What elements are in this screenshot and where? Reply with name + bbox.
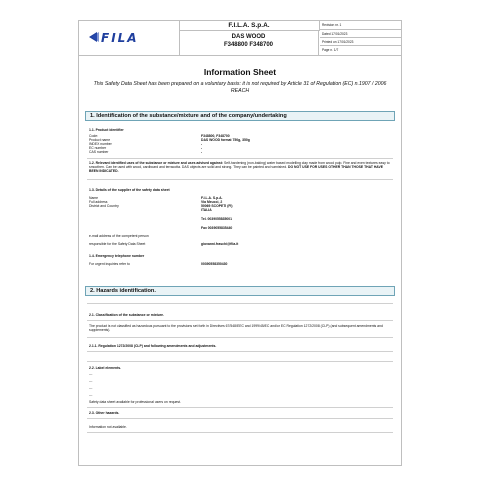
supplier-fax: Fax 0039055835440 [201, 226, 233, 230]
divider [87, 432, 393, 433]
s11-label-0: Code: [89, 134, 99, 138]
s13-value-2: 50069 SCOPETI (FI) [201, 204, 233, 208]
s13-value-1: Via Meucci, 2 [201, 200, 223, 204]
s21-heading: 2.1. Classification of the substance or mixture. [89, 313, 164, 317]
s22-dash-0: --- [89, 372, 93, 376]
dated: Dated 17/01/2023 [320, 30, 401, 38]
fila-logo [79, 21, 179, 55]
s12-text: Self-hardening (non-baking) water based modelling clay made from wood pulp. Fine and even textures easy to smoothen. Can be used with wood, cardboard and terracotta. DAS objects are solid and strong. They can be painted and varnished. [89, 161, 390, 170]
divider [87, 361, 393, 362]
printed-on: Printed on 17/01/2023 [320, 38, 401, 46]
s11-label-4: CAS number [89, 150, 109, 154]
s13-value-3: ITALIA [201, 208, 212, 212]
product-name: DAS WOOD [231, 34, 266, 40]
s22-dash-3: --- [89, 393, 93, 397]
s211-heading: 2.1.1. Regulation 1272/2008 (CLP) and following amendments and adjustments. [89, 344, 217, 348]
s23-heading: 2.3. Other hazards. [89, 411, 120, 415]
logo-cell [79, 21, 180, 55]
document-header [79, 21, 401, 56]
company-name: F.I.L.A. S.p.A. [179, 21, 320, 31]
divider [87, 320, 393, 321]
s13-value-0: F.I.L.A. S.p.A. [201, 196, 223, 200]
s11-value-1: DAS WOOD format 750g, 350g [201, 138, 250, 142]
s22-heading: 2.2. Label elements. [89, 366, 122, 370]
divider [87, 337, 393, 338]
s11-label-1: Product name [89, 138, 111, 142]
s22-text: Safety data sheet available for professional users on request. [89, 400, 181, 404]
divider [87, 158, 393, 159]
s12-paragraph [89, 161, 393, 173]
s14-heading: 1.4. Emergency telephone number [89, 254, 145, 258]
s14-value: 0039055835043​0 [201, 262, 228, 266]
product-cell [179, 31, 319, 55]
product-codes: F348800 F348700 [223, 41, 274, 48]
divider [87, 303, 393, 304]
s11-label-2: INDEX number [89, 142, 112, 146]
s14-label: For urgent inquiries refer to [89, 262, 130, 266]
section-2-heading: 2. Hazards identification. [85, 286, 395, 296]
s11-value-0: F348800, F348700 [201, 134, 230, 138]
s13-label-1: Full address [89, 200, 108, 204]
document-page [78, 20, 402, 466]
page-number: Page n. 1/7 [322, 48, 339, 52]
divider [87, 351, 393, 352]
s11-value-3: - [201, 146, 203, 150]
supplier-tel: Tel. 0039055835001 [201, 217, 233, 221]
s11-heading: 1.1. Product identifier [89, 128, 124, 132]
s11-value-2: - [201, 142, 203, 146]
s13-label-2: District and Country [89, 204, 119, 208]
s11-label-3: EC number [89, 146, 107, 150]
s23-text: Information not available. [89, 425, 127, 429]
section-1-heading: 1. Identification of the substance/mixture and of the company/undertaking [85, 111, 395, 121]
email-value[interactable]: giovanni.fraschi@fila.it [201, 242, 239, 246]
divider [87, 418, 393, 419]
email-label: e-mail address of the competent person [89, 234, 149, 238]
document-title: Information Sheet [203, 67, 277, 77]
divider [87, 179, 393, 180]
revision: Revision nr. 1 [320, 21, 401, 30]
s13-heading: 1.3. Details of the supplier of the safety data sheet [89, 188, 170, 192]
s22-dash-2: --- [89, 386, 93, 390]
s22-dash-1: --- [89, 379, 93, 383]
document-subtitle: This Safety Data Sheet has been prepared on a voluntary basis: it is not required by Article 31 of Regulation (EC) n.1907 / 2006 REACH [93, 81, 387, 94]
email-label-2: responsible for the Safety Data Sheet [89, 242, 146, 246]
s12-text-bold: DO NOT USE FOR USES OTHER THAN THOSE THAT HAVE BEEN INDICATED. [89, 165, 384, 174]
divider [87, 407, 393, 408]
s13-label-0: Name [89, 196, 99, 200]
s21-text: The product is not classified as hazardous pursuant to the provisions set forth in Directives 67/548/EEC and 1999/45/EC and/or EC Regulation 1272/2008 (CLP) (and subsequent amendments and supplements). [89, 324, 383, 333]
s11-value-4: - [201, 150, 203, 154]
s12-heading: 1.2. Relevant identified uses of the substance or mixture and uses advised against: [89, 161, 223, 165]
logo-text: FILA [101, 31, 139, 45]
